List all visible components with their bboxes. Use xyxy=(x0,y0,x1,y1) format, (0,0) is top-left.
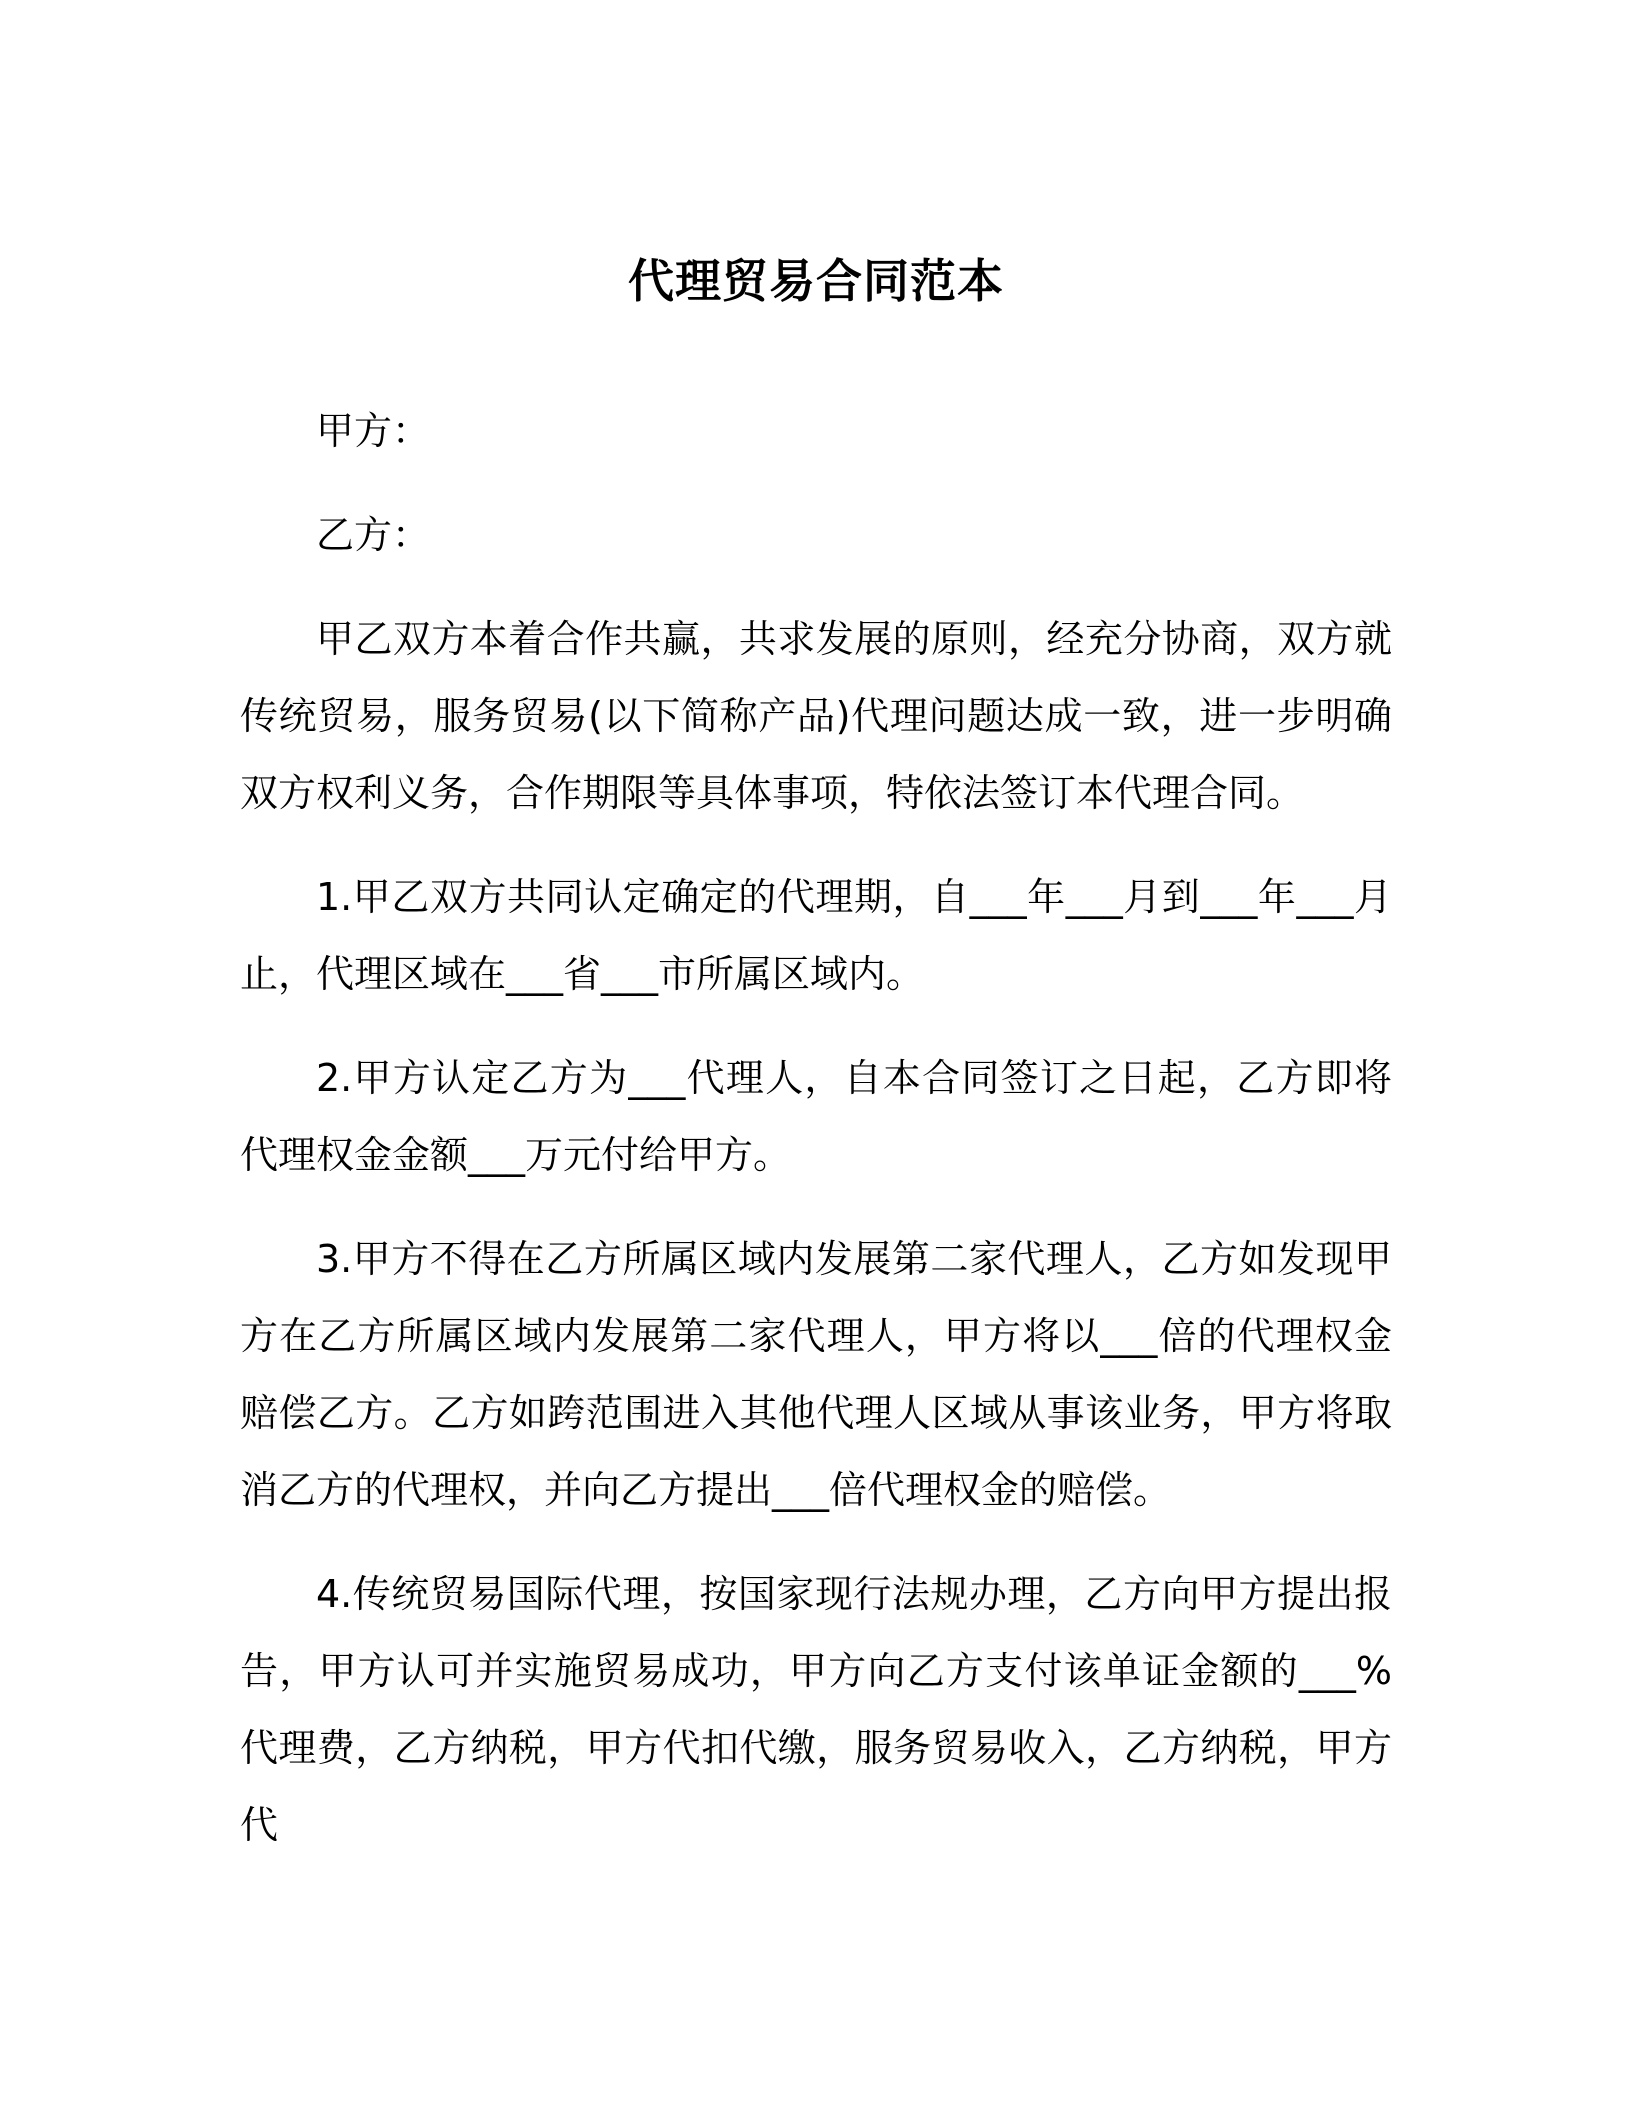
party-b-line: 乙方： xyxy=(316,513,431,557)
party-a-line: 甲方： xyxy=(316,409,431,453)
preamble-paragraph: 甲乙双方本着合作共赢，共求发展的原则，经充分协商，双方就传统贸易，服务贸易(以下简称产品)代理问题达成一致，进一步明确双方权利义务，合作期限等具体事项，特依法签订本代理合同。 xyxy=(240,617,1392,815)
clause-3: 3.甲方不得在乙方所属区域内发展第二家代理人，乙方如发现甲方在乙方所属区域内发展第二家代理人，甲方将以___倍的代理权金赔偿乙方。乙方如跨范围进入其他代理人区域从事该业务，甲方将取消乙方的代理权，并向乙方提出___倍代理权金的赔偿。 xyxy=(240,1237,1392,1512)
document-body xyxy=(240,393,1392,1891)
clause-1: 1.甲乙双方共同认定确定的代理期，自___年___月到___年___月止，代理区域在___省___市所属区域内。 xyxy=(240,875,1392,996)
clause-2: 2.甲方认定乙方为___代理人，自本合同签订之日起，乙方即将代理权金金额___万元付给甲方。 xyxy=(240,1056,1392,1177)
clause-4: 4.传统贸易国际代理，按国家现行法规办理，乙方向甲方提出报告，甲方认可并实施贸易成功，甲方向乙方支付该单证金额的___%代理费，乙方纳税，甲方代扣代缴，服务贸易收入，乙方纳税，甲方代 xyxy=(240,1572,1392,1847)
document-title: 代理贸易合同范本 xyxy=(628,253,1004,308)
